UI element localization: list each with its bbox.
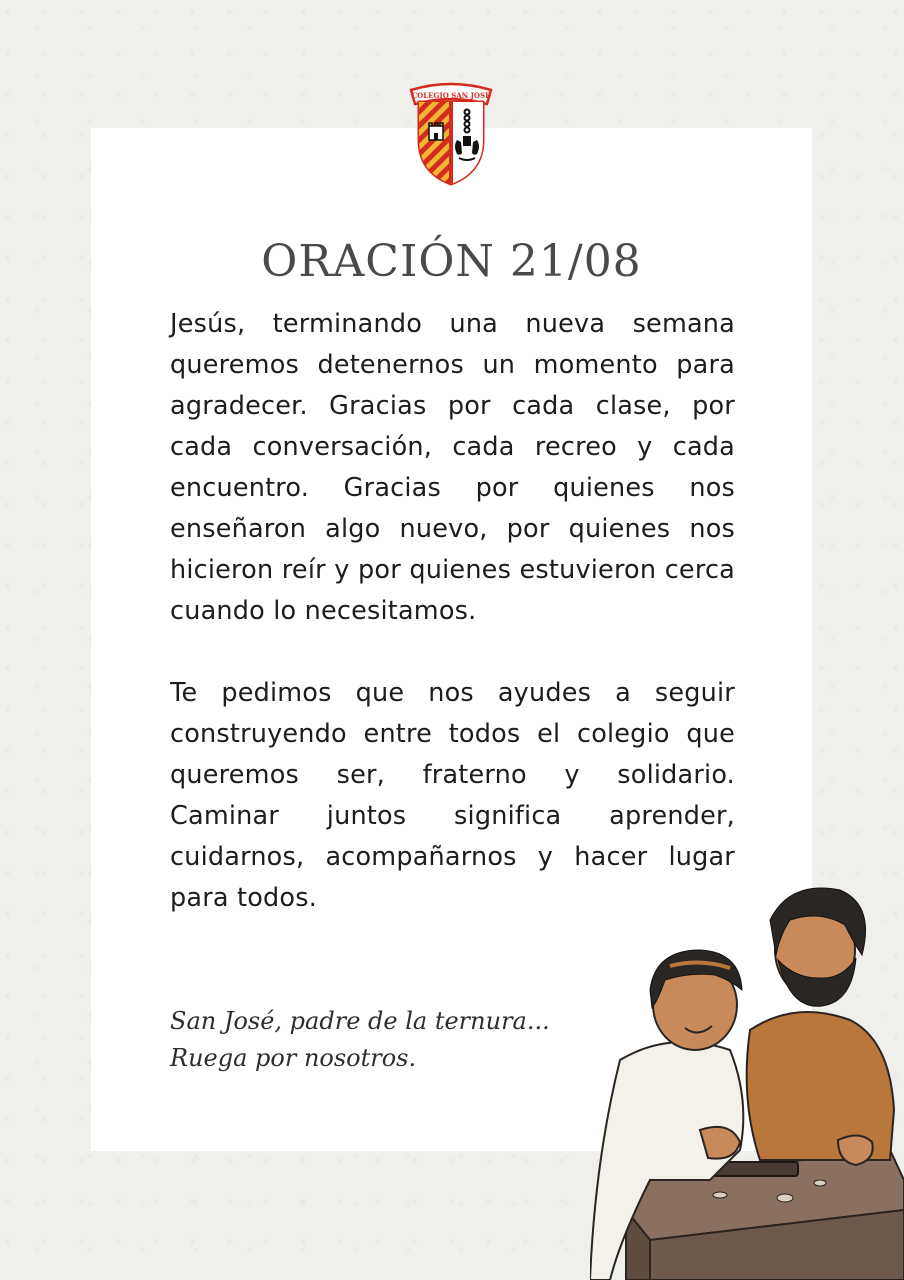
prayer-text — [170, 304, 735, 919]
invocation — [170, 1003, 550, 1077]
prayer-paragraph-1: Jesús, terminando una nueva semana queremos detenernos un momento para agradecer. Gracias por cada clase, por cada conversación, cada recreo y cada encuentro. Gracias por quienes nos enseñaron algo nuevo, por quienes nos hicieron reír y por quienes estuvieron cerca cuando lo necesitamos. — [170, 309, 735, 626]
school-crest-logo — [405, 80, 497, 190]
invocation-line-2: Ruega por nosotros. — [170, 1044, 417, 1072]
page-title: ORACIÓN 21/08 — [261, 236, 642, 287]
svg-text:COLEGIO SAN JOSE: COLEGIO SAN JOSE — [411, 91, 491, 100]
invocation-line-1: San José, padre de la ternura... — [170, 1007, 550, 1035]
prayer-paragraph-2: Te pedimos que nos ayudes a seguir construyendo entre todos el colegio que queremos ser, fraterno y solidario. Caminar juntos significa aprender, cuidarnos, acompañarnos y hacer lugar para todos. — [170, 678, 735, 913]
joseph-figure-icon — [747, 888, 894, 1165]
carpentry-illustration — [590, 880, 904, 1280]
